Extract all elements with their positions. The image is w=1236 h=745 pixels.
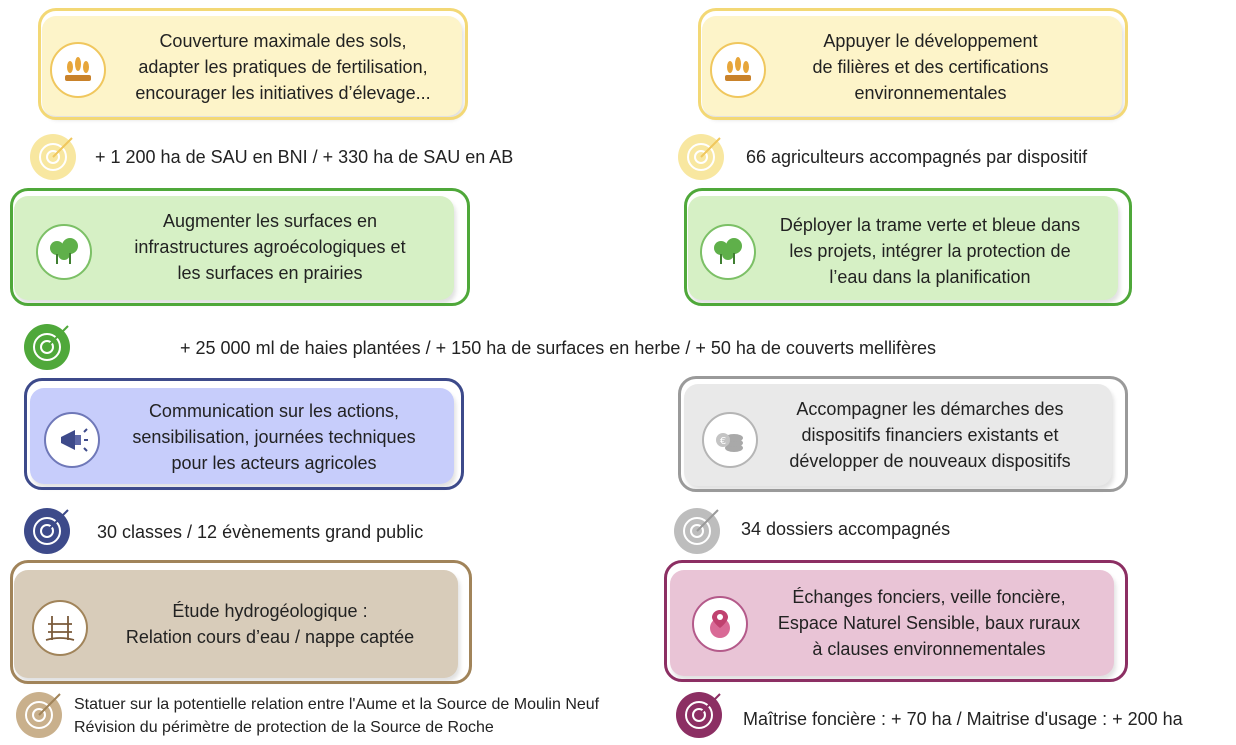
card-line: Échanges fonciers, veille foncière, bbox=[792, 587, 1066, 607]
card-line: infrastructures agroécologiques et bbox=[134, 237, 406, 257]
card-hydro bbox=[10, 560, 472, 684]
card-line: Appuyer le développement bbox=[823, 31, 1038, 51]
card-line: pour les acteurs agricoles bbox=[171, 453, 377, 473]
card-filieres bbox=[698, 8, 1128, 120]
result-filieres: 66 agriculteurs accompagnés par dispositif bbox=[746, 147, 1088, 167]
card-line: Couverture maximale des sols, bbox=[159, 31, 407, 51]
card-line: dispositifs financiers existants et bbox=[801, 425, 1059, 445]
wheat-icon bbox=[50, 42, 106, 98]
card-line: encourager les initiatives d’élevage... bbox=[135, 83, 431, 103]
card-communication bbox=[24, 378, 464, 490]
target-icon bbox=[674, 508, 720, 554]
card-line: développer de nouveaux dispositifs bbox=[789, 451, 1071, 471]
result-financier: 34 dossiers accompagnés bbox=[741, 519, 951, 539]
card-line: à clauses environnementales bbox=[812, 639, 1046, 659]
card-line: Augmenter les surfaces en bbox=[162, 211, 378, 231]
target-icon bbox=[24, 324, 70, 370]
card-line: de filières et des certifications bbox=[812, 57, 1049, 77]
card-line: sensibilisation, journées techniques bbox=[132, 427, 416, 447]
target-icon bbox=[676, 692, 722, 738]
result-sols: + 1 200 ha de SAU en BNI / + 330 ha de SAU en AB bbox=[95, 147, 514, 167]
card-line: Étude hydrogéologique : bbox=[172, 601, 368, 621]
card-trame bbox=[684, 188, 1132, 306]
card-infra bbox=[10, 188, 470, 306]
result-green: + 25 000 ml de haies plantées / + 150 ha de surfaces en herbe / + 50 ha de couverts mellifères bbox=[180, 338, 936, 358]
target-icon bbox=[16, 692, 62, 738]
card-line: Relation cours d’eau / nappe captée bbox=[125, 627, 415, 647]
wheat-icon bbox=[710, 42, 766, 98]
card-line: l’eau dans la planification bbox=[829, 267, 1031, 287]
card-line: Accompagner les démarches des bbox=[796, 399, 1064, 419]
trees-icon bbox=[700, 224, 756, 280]
location-globe-icon bbox=[692, 596, 748, 652]
result-communication: 30 classes / 12 évènements grand public bbox=[97, 522, 424, 542]
result-hydro-1: Statuer sur la potentielle relation entre l'Aume et la Source de Moulin Neuf bbox=[74, 696, 600, 713]
card-line: adapter les pratiques de fertilisation, bbox=[138, 57, 428, 77]
card-line: Déployer la trame verte et bleue dans bbox=[779, 215, 1081, 235]
card-foncier bbox=[664, 560, 1128, 682]
target-icon bbox=[678, 134, 724, 180]
result-foncier: Maîtrise foncière : + 70 ha / Maitrise d'usage : + 200 ha bbox=[743, 709, 1183, 729]
svg-text:€: € bbox=[719, 436, 727, 447]
card-line: Espace Naturel Sensible, baux ruraux bbox=[777, 613, 1081, 633]
coins-icon bbox=[702, 412, 758, 468]
card-financier bbox=[678, 376, 1128, 492]
card-line: les projets, intégrer la protection de bbox=[789, 241, 1071, 261]
card-sols bbox=[38, 8, 468, 120]
water-tower-icon bbox=[32, 600, 88, 656]
target-icon bbox=[24, 508, 70, 554]
trees-icon bbox=[36, 224, 92, 280]
target-icon bbox=[30, 134, 76, 180]
card-line: Communication sur les actions, bbox=[148, 401, 400, 421]
card-line: les surfaces en prairies bbox=[177, 263, 363, 283]
megaphone-icon bbox=[44, 412, 100, 468]
result-hydro-2: Révision du périmètre de protection de la Source de Roche bbox=[74, 719, 494, 736]
card-line: environnementales bbox=[854, 83, 1007, 103]
